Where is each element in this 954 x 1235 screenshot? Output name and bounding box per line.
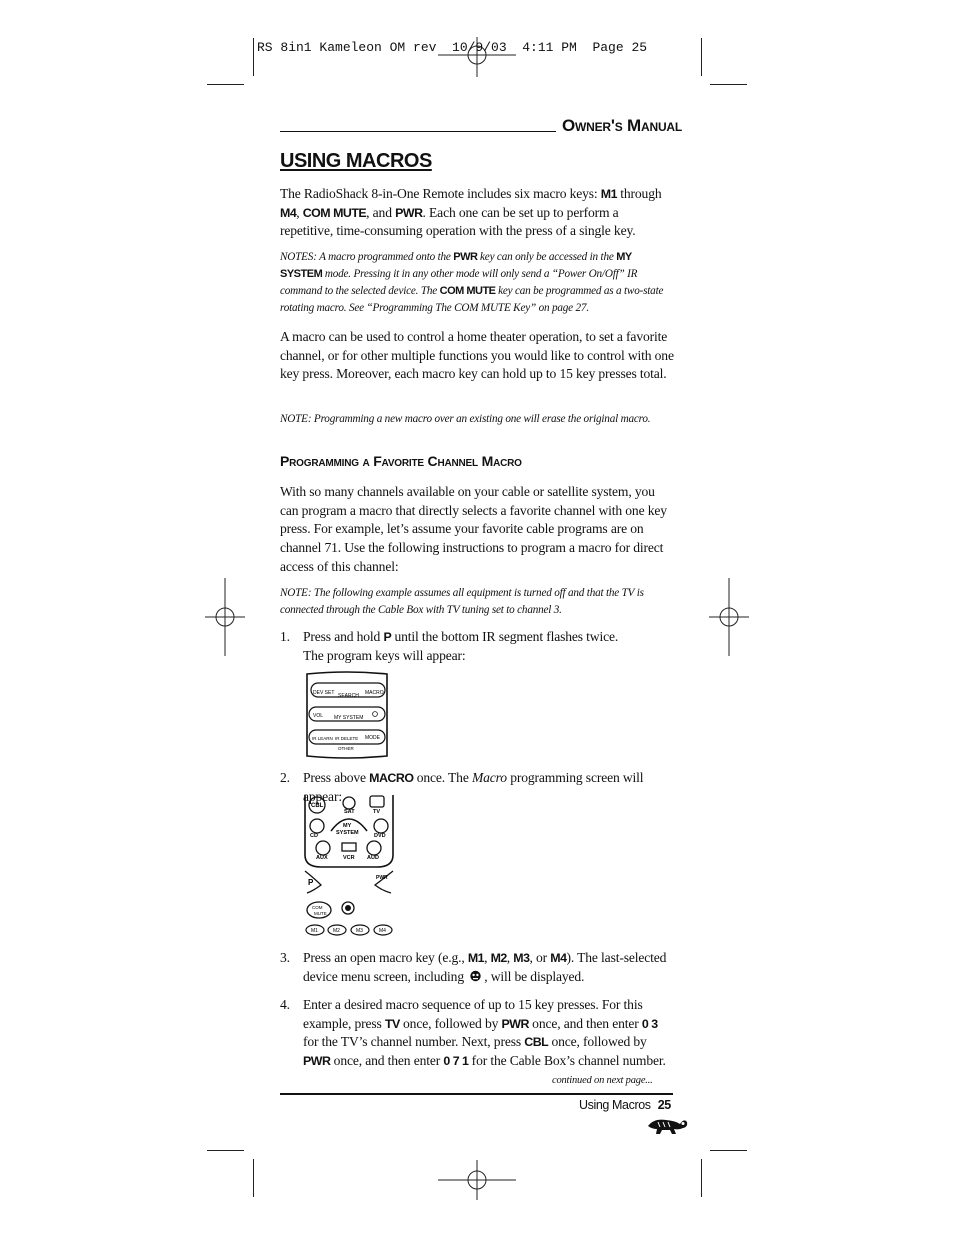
step-1: 1. Press and hold P until the bottom IR segment flashes twice. The program keys will appear: [280, 629, 619, 663]
note-equipment: NOTE: The following example assumes all equipment is turned off and that the TV is connected through the Cable Box with TV tuning set to channel 3. [280, 587, 644, 616]
p-key [305, 871, 321, 893]
pwr-key [375, 871, 393, 893]
svg-text:MY SYSTEM: MY SYSTEM [334, 715, 364, 721]
svg-text:CBL: CBL [311, 803, 324, 809]
chameleon-home-icon [469, 970, 482, 982]
svg-text:OTHER: OTHER [338, 746, 354, 751]
svg-text:M4: M4 [379, 928, 386, 934]
svg-text:SEARCH: SEARCH [338, 693, 359, 699]
print-slug: RS 8in1 Kameleon OM rev 10/9/03 4:11 PM Page 25 [257, 40, 648, 55]
svg-text:CD: CD [310, 833, 318, 839]
chameleon-icon [342, 902, 354, 914]
macro-uses-paragraph: A macro can be used to control a home theater operation, to set a favorite channel, or for other multiple functions you would like to control with one key press. Moreover, each macro key can hold up to 15 key presses total. [280, 329, 674, 382]
svg-text:IR DELETE: IR DELETE [335, 736, 359, 741]
svg-text:VCR: VCR [343, 855, 355, 861]
svg-text:VOL: VOL [313, 713, 324, 719]
running-title: Owner's Manual [562, 116, 683, 135]
continued-note: continued on next page... [552, 1075, 653, 1086]
svg-text:AUX: AUX [316, 855, 328, 861]
note-overwrite: NOTE: Programming a new macro over an existing one will erase the original macro. [280, 413, 651, 425]
crop-mark [701, 38, 702, 76]
device-icons [309, 796, 388, 861]
svg-text:TV: TV [373, 809, 381, 815]
svg-text:P: P [308, 878, 314, 887]
svg-text:SAT: SAT [344, 809, 355, 815]
chameleon-logo-icon [646, 1114, 688, 1136]
footer-section: Using Macros [579, 1098, 651, 1112]
step-3: 3. Press an open macro key (e.g., M1, M2, M3, or M4). The last-selected device menu screen, including , will be displayed. [280, 950, 667, 984]
subheading: Programming a Favorite Channel Macro [280, 453, 522, 469]
page-number: 25 [657, 1098, 671, 1112]
crop-mark [253, 1159, 254, 1197]
crop-mark [207, 1150, 244, 1151]
svg-text:MY: MY [343, 823, 352, 829]
favorite-channel-paragraph: With so many channels available on your cable or satellite system, you can program a macro that directly selects a favorite channel with one key press. For example, let’s assume your favorite cable programs are on channel 71. Use the following instructions to program a macro for direct access of this channel: [280, 484, 667, 574]
registration-mark [709, 578, 749, 656]
crop-mark [701, 1159, 702, 1197]
page-title: USING MACROS [280, 150, 432, 172]
crop-mark [710, 1150, 747, 1151]
svg-text:M3: M3 [356, 928, 363, 934]
footer-label [579, 1098, 671, 1112]
svg-text:MACRO: MACRO [365, 690, 384, 696]
step-4: 4. Enter a desired macro sequence of up to 15 key presses. For this example, press TV once, followed by PWR once, and then enter 0 3 for the TV’s channel number. Next, press CBL once, followed by PWR once, and then enter 0 7 1 for the Cable Box’s channel number. [280, 997, 666, 1069]
crop-mark [207, 84, 244, 85]
macro-keys [306, 925, 392, 935]
svg-text:MUTE: MUTE [314, 911, 327, 916]
svg-text:IR LEARN: IR LEARN [312, 736, 333, 741]
crop-mark [710, 84, 747, 85]
svg-text:AUD: AUD [367, 855, 379, 861]
svg-text:MODE: MODE [365, 735, 380, 741]
com-mute-key [307, 902, 331, 918]
footer-rule [280, 1093, 673, 1095]
svg-text:DVD: DVD [374, 833, 386, 839]
svg-text:PWR: PWR [376, 875, 388, 881]
registration-mark [438, 1160, 516, 1200]
crop-mark [253, 38, 254, 76]
svg-text:DEV SET: DEV SET [313, 690, 335, 696]
svg-text:SYSTEM: SYSTEM [336, 830, 359, 836]
intro-paragraph: The RadioShack 8-in-One Remote includes six macro keys: M1 through M4, COM MUTE, and PWR. Each one can be set up to perform a repetitive, time-consuming operation with the press of a single key. [280, 186, 662, 239]
macro-programming-screen [303, 793, 395, 938]
svg-text:M1: M1 [311, 928, 318, 934]
notes-macro-keys: NOTES: A macro programmed onto the PWR key can only be accessed in the MY SYSTEM mode. Pressing it in any other mode will only send a “Power On/Off” IR command to the selected device. The COM MUTE key can be programmed as a two-state rotating macro. See “Programming The COM MUTE Key” on page 27. [280, 251, 664, 314]
step-2: 2. Press above MACRO once. The Macro programming screen will appear: [280, 770, 644, 804]
svg-text:COM: COM [312, 905, 323, 910]
program-keys-screen [303, 670, 391, 760]
svg-text:M2: M2 [333, 928, 340, 934]
header-rule [280, 131, 556, 132]
registration-mark [205, 578, 245, 656]
